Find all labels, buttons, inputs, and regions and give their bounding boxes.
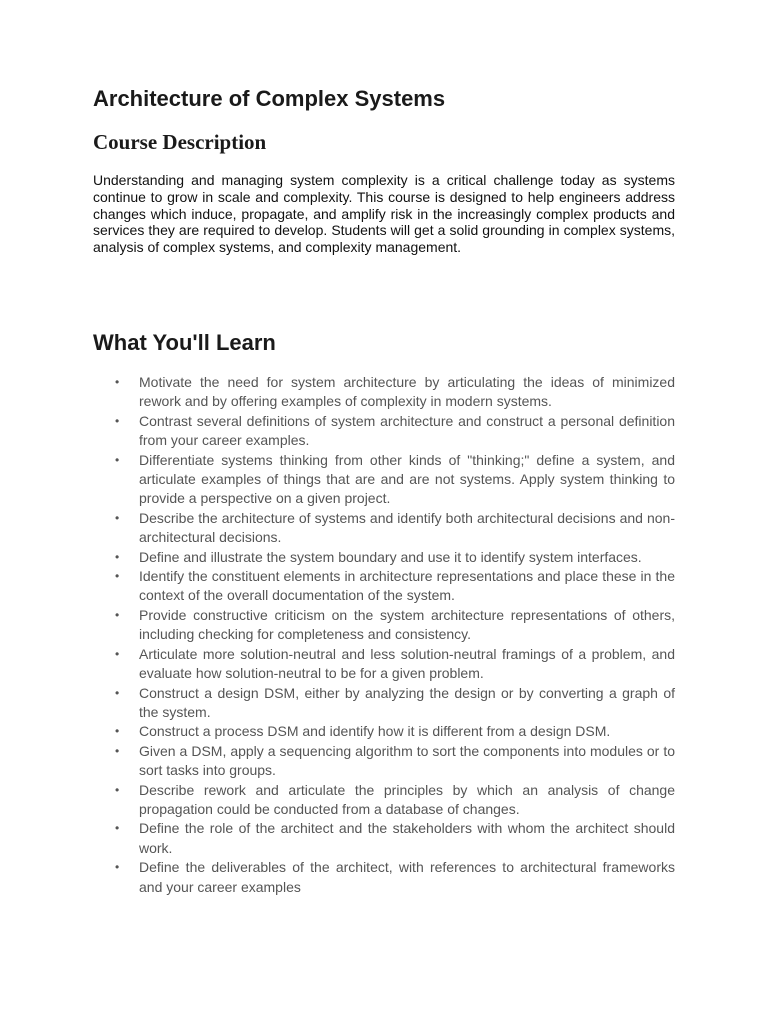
list-item	[93, 645, 675, 684]
course-description-heading: Course Description	[93, 130, 267, 154]
list-item-text: Describe rework and articulate the principles by which an analysis of change propagation could be conducted from a database of changes.	[139, 781, 675, 817]
list-item-text: Identify the constituent elements in architecture representations and place these in the context of the overall documentation of the system.	[139, 568, 675, 604]
bullet-icon: •	[115, 549, 120, 564]
list-item	[93, 567, 675, 606]
bullet-icon: •	[115, 569, 120, 584]
course-description-text: Understanding and managing system complexity is a critical challenge today as systems continue to grow in scale and complexity. This course is designed to help engineers address changes which induce, propagate, and amplify risk in the increasingly complex products and services they are required to develop. Students will get a solid grounding in complex systems, analysis of complex systems, and complexity management.	[93, 172, 675, 256]
bullet-icon: •	[115, 607, 120, 622]
list-item-text: Articulate more solution-neutral and less solution-neutral framings of a problem, and evaluate how solution-neutral to be for a given problem.	[139, 645, 675, 682]
list-item-text: Given a DSM, apply a sequencing algorithm to sort the components into modules or to sort tasks into groups.	[139, 742, 675, 779]
list-item	[93, 412, 675, 451]
bullet-icon: •	[115, 743, 120, 758]
list-item	[93, 722, 675, 741]
list-item	[93, 742, 675, 781]
list-item	[93, 781, 675, 820]
bullet-icon: •	[115, 646, 120, 661]
list-item	[93, 684, 675, 723]
bullet-icon: •	[115, 510, 120, 525]
list-item	[93, 509, 675, 548]
list-item	[93, 373, 675, 412]
document-title: Architecture of Complex Systems	[93, 86, 446, 111]
list-item-text: Construct a design DSM, either by analyzing the design or by converting a graph of the system.	[139, 684, 675, 720]
list-item-text: Differentiate systems thinking from other kinds of "thinking;" define a system, and articulate examples of things that are and are not systems. Apply system thinking to provide a perspective on a given project.	[139, 451, 675, 507]
list-item	[93, 606, 675, 645]
bullet-icon: •	[115, 860, 120, 875]
list-item-text: Contrast several definitions of system architecture and construct a personal definition from your career examples.	[139, 412, 675, 449]
bullet-icon: •	[115, 821, 120, 836]
list-item	[93, 548, 675, 567]
list-item-text: Construct a process DSM and identify how it is different from a design DSM.	[139, 723, 611, 740]
list-item-text: Define the deliverables of the architect, with references to architectural frameworks and your career examples	[139, 859, 675, 895]
bullet-icon: •	[115, 452, 120, 467]
what-youll-learn-heading: What You'll Learn	[93, 330, 276, 355]
bullet-icon: •	[115, 685, 120, 700]
list-item	[93, 451, 675, 509]
bullet-icon: •	[115, 782, 120, 797]
list-item-text: Describe the architecture of systems and identify both architectural decisions and non-architectural decisions.	[139, 509, 675, 546]
learning-objectives-list	[93, 373, 675, 897]
bullet-icon: •	[115, 724, 120, 739]
list-item-text: Define and illustrate the system boundary and use it to identify system interfaces.	[139, 548, 642, 565]
bullet-icon: •	[115, 413, 120, 428]
list-item	[93, 858, 675, 897]
list-item-text: Provide constructive criticism on the system architecture representations of others, including checking for completeness and consistency.	[139, 606, 675, 643]
bullet-icon: •	[115, 375, 120, 389]
list-item-text: Motivate the need for system architecture by articulating the ideas of minimized rework and by offering examples of complexity in modern systems.	[139, 374, 675, 410]
list-item	[93, 819, 675, 858]
list-item-text: Define the role of the architect and the stakeholders with whom the architect should work.	[139, 820, 675, 856]
